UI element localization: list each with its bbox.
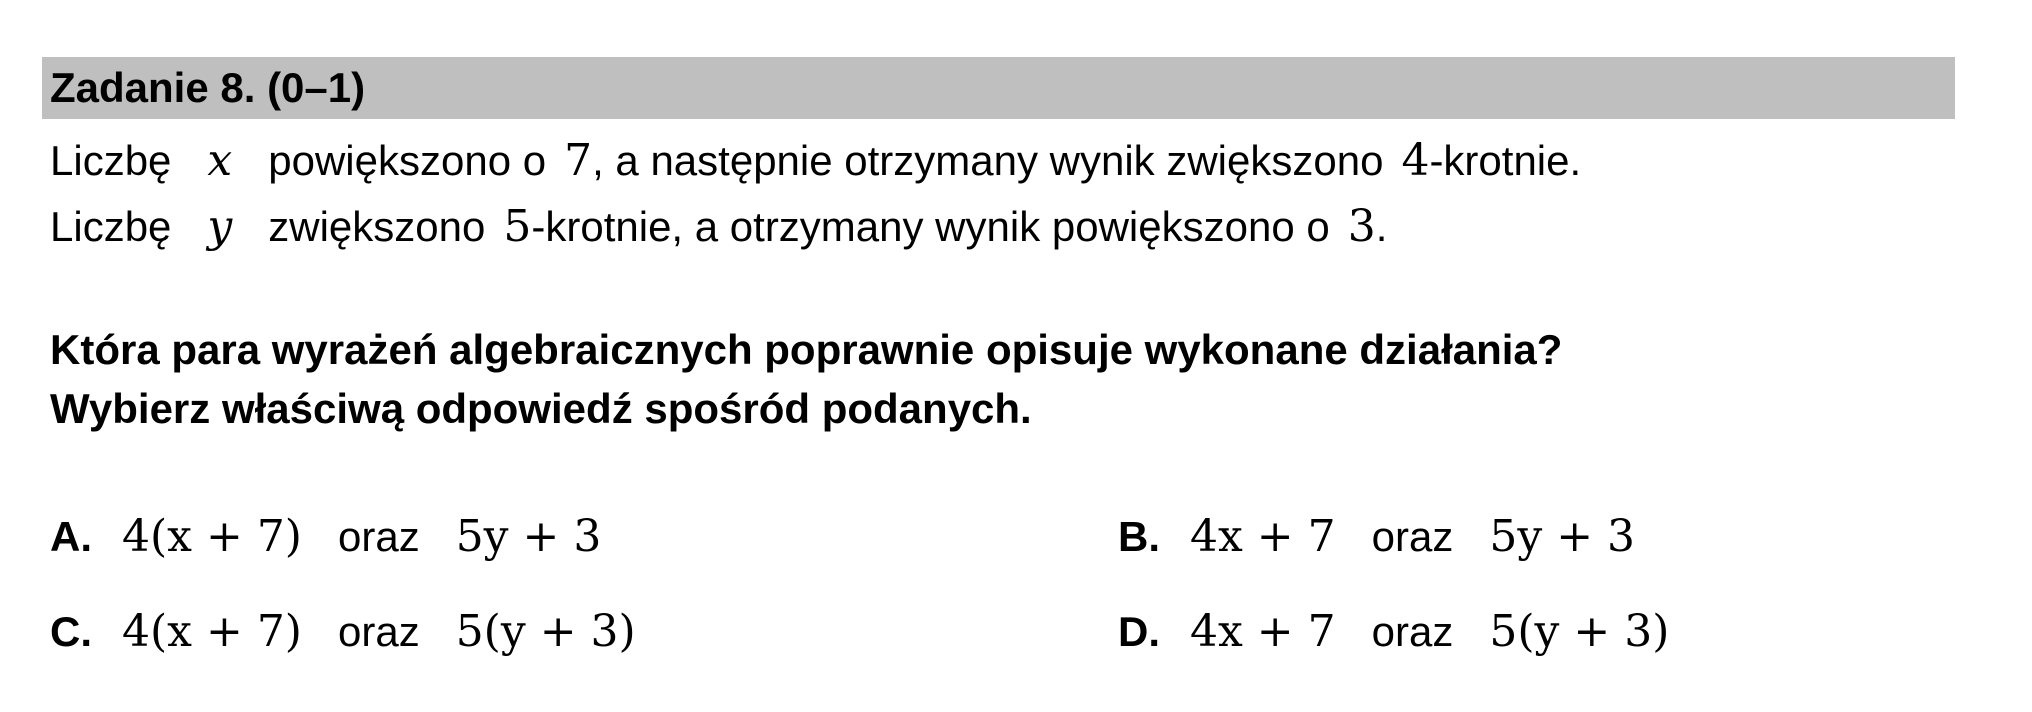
option-connector: oraz: [337, 608, 420, 655]
task-header: [42, 57, 1955, 119]
intro-text: powiększono o: [268, 137, 547, 184]
option-letter: A.: [50, 513, 92, 560]
variable-y: y: [207, 201, 233, 252]
intro-line-1: [50, 136, 1581, 186]
intro-text: Liczbę: [50, 203, 172, 250]
number-7: 7: [564, 135, 593, 186]
option-connector: oraz: [1371, 513, 1454, 560]
option-c[interactable]: [50, 607, 636, 657]
number-4: 4: [1401, 135, 1430, 186]
option-expression-1: 4(x + 7): [122, 606, 302, 657]
intro-text: zwiększono: [268, 203, 486, 250]
question-line-2: Wybierz właściwą odpowiedź spośród podanych.: [50, 385, 1032, 432]
option-a[interactable]: [50, 512, 601, 562]
variable-x: x: [207, 135, 233, 186]
option-connector: oraz: [337, 513, 420, 560]
intro-text: -krotnie, a otrzymany wynik powiększono o: [531, 203, 1330, 250]
number-3: 3: [1347, 201, 1376, 252]
option-b[interactable]: [1118, 512, 1635, 562]
question-line-1: Która para wyrażeń algebraicznych poprawnie opisuje wykonane działania?: [50, 326, 1563, 373]
option-expression-2: 5(y + 3): [1489, 606, 1670, 657]
intro-text: Liczbę: [50, 137, 172, 184]
option-d[interactable]: [1118, 607, 1669, 657]
number-5: 5: [503, 201, 532, 252]
option-connector: oraz: [1371, 608, 1454, 655]
option-expression-2: 5y + 3: [1489, 511, 1636, 562]
option-expression-1: 4x + 7: [1190, 606, 1336, 657]
option-expression-1: 4(x + 7): [122, 511, 302, 562]
task-title: Zadanie 8. (0–1): [50, 64, 366, 111]
option-letter: B.: [1118, 513, 1160, 560]
intro-line-2: [50, 202, 1387, 252]
option-letter: D.: [1118, 608, 1160, 655]
option-letter: C.: [50, 608, 92, 655]
option-expression-1: 4x + 7: [1190, 511, 1336, 562]
intro-text: , a następnie otrzymany wynik zwiększono: [592, 137, 1384, 184]
intro-text: -krotnie.: [1429, 137, 1582, 184]
intro-text: .: [1375, 203, 1388, 250]
option-expression-2: 5(y + 3): [455, 606, 636, 657]
option-expression-2: 5y + 3: [455, 511, 602, 562]
